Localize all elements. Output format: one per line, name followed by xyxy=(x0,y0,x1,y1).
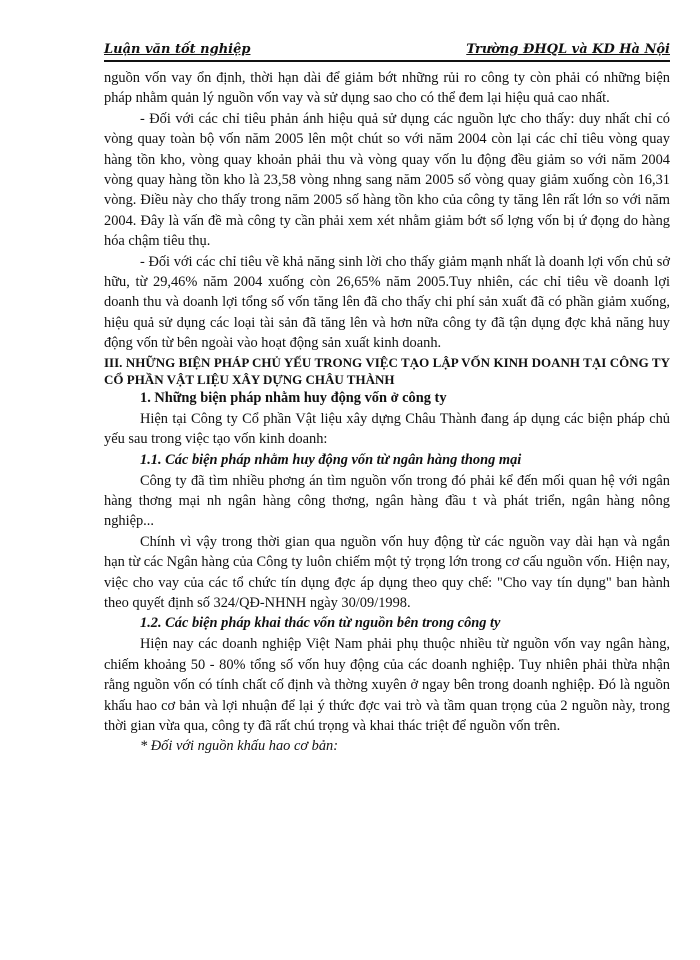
paragraph-bank-loans: Chính vì vậy trong thời gian qua nguồn vốn huy động từ các nguồn vay dài hạn và ngắn hạn từ các Ngân hàng của Công ty luôn chiếm một tỷ trọng lớn trong cơ cấu nguồn vốn. Hiện nay, việc cho vay của các tổ chức tín dụng đợc áp dụng theo quy chế: "Cho vay tín dụng" ban hành theo quyết định số 324/QĐ-NHNH ngày 30/09/1998. xyxy=(104,533,670,611)
paragraph-resource-efficiency: - Đối với các chỉ tiêu phản ánh hiệu quả sử dụng các nguồn lực cho thấy: duy nhất chỉ có vòng quay toàn bộ vốn năm 2005 lên một chút so với năm 2004 còn lại các chỉ tiêu vòng quay hàng tồn kho, vòng quay khoản phải thu và vòng quay vốn lu động đều giảm so với năm 2004 vòng quay hàng tồn kho là 23,58 vòng nhng sang năm 2005 số vòng quay giảm xuống còn 16,31 vòng. Điều này cho thấy trong năm 2005 số hàng tồn kho của công ty tăng lên rất lớn so với năm 2004. Đây là vấn đề mà công ty cần phải xem xét nhằm giảm bớt số lợng vốn bị ứ đọng do hàng hóa chậm tiêu thụ. xyxy=(104,110,670,250)
paragraph-profitability: - Đối với các chỉ tiêu về khả năng sinh lời cho thấy giảm mạnh nhất là doanh lợi vốn chủ sở hữu, từ 29,46% năm 2004 xuống còn 26,65% năm 2005.Tuy nhiên, các chỉ tiêu về doanh lợi doanh thu và doanh lợi tổng số vốn tăng lên đã cho thấy chi phí sản xuất đã có phần giảm xuống, hiệu quả sử dụng các loại tài sản đã tăng lên và hơn nữa công ty đã tận dụng đợc khả năng huy động vốn từ bên ngoài vào hoạt động sản xuất kinh doanh. xyxy=(104,253,670,352)
header-university-label: Trường ĐHQL và KD Hà Nội xyxy=(466,42,670,57)
paragraph-depreciation-note: * Đối với nguồn khấu hao cơ bản: xyxy=(140,738,339,755)
paragraph-internal-sources: Hiện nay các doanh nghiệp Việt Nam phải phụ thuộc nhiều từ nguồn vốn vay ngân hàng, chiếm khoảng 50 - 80% tổng số vốn huy động của các doanh nghiệp. Tuy nhiên phải thừa nhận rằng nguồn vốn có tính chất cố định và thờng xuyên ở ngay bên trong doanh nghiệp. Đó là nguồn khấu hao cơ bản và lợi nhuận để lại ý thức đợc vai trò và tầm quan trọng của 2 nguồn này, trong thời gian vừa qua, công ty đã rất chú trọng và khai thác triệt để nguồn vốn trên. xyxy=(104,636,670,734)
header-thesis-label: Luận văn tốt nghiệp xyxy=(104,42,251,57)
paragraph-loan-capital: nguồn vốn vay ổn định, thời hạn dài để giảm bớt những rủi ro công ty còn phải có những biện pháp nhằm quản lý nguồn vốn vay và sử dụng sao cho có thể đem lại hiệu quả cao nhất. xyxy=(104,70,670,107)
paragraph-current-measures: Hiện tại Công ty Cổ phần Vật liệu xây dựng Châu Thành đang áp dụng các biện pháp chủ yếu sau trong việc tạo vốn kinh doanh: xyxy=(104,410,670,448)
paragraph-bank-relations: Công ty đã tìm nhiều phơng án tìm nguồn vốn trong đó phải kể đến mối quan hệ với ngân hàng thơng mại nh ngân hàng công thơng, ngân hàng đầu t và phát triển, ngân hàng nông nghiệp... xyxy=(104,472,670,530)
section-heading-iii: III. NHỮNG BIỆN PHÁP CHỦ YẾU TRONG VIỆC TẠO LẬP VỐN KINH DOANH TẠI CÔNG TY CỔ PHẦN VẬT LIỆU XÂY DỰNG CHÂU THÀNH xyxy=(104,354,670,387)
page-header xyxy=(104,42,670,62)
header-rule xyxy=(104,60,670,62)
subsection-heading-1: 1. Những biện pháp nhằm huy động vốn ở công ty xyxy=(140,389,447,406)
document-body xyxy=(104,68,670,757)
subsection-heading-1-1: 1.1. Các biện pháp nhằm huy động vốn từ ngân hàng thong mại xyxy=(140,451,522,468)
subsection-heading-1-2: 1.2. Các biện pháp khai thác vốn từ nguồn bên trong công ty xyxy=(140,615,501,632)
